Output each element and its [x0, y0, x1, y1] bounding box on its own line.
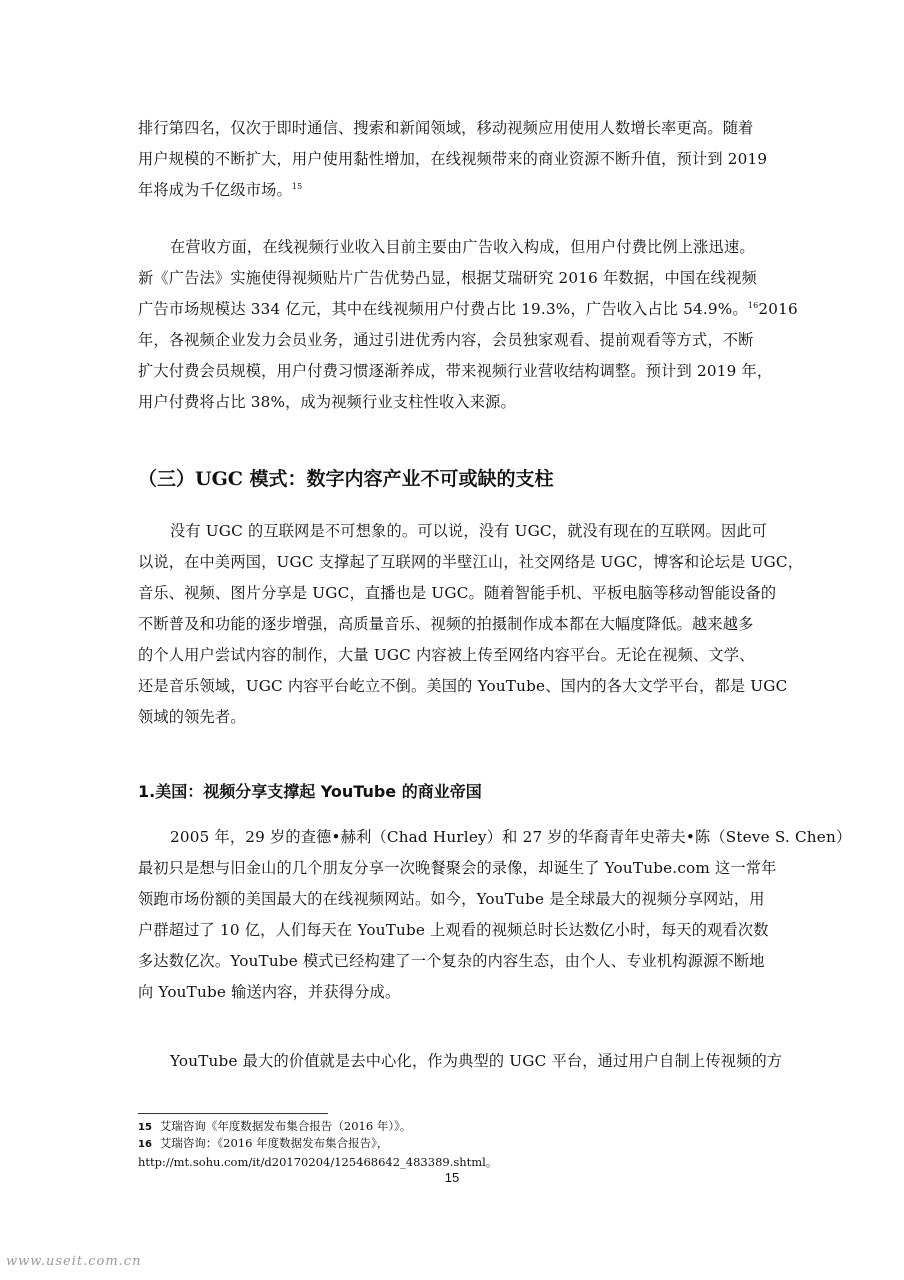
text-line: 最初只是想与旧金山的几个朋友分享一次晚餐聚会的录像，却诞生了 YouTube.com 这一常年: [138, 859, 777, 877]
section-heading: （三）UGC 模式：数字内容产业不可或缺的支柱: [138, 468, 554, 490]
text-line: 新《广告法》实施使得视频贴片广告优势凸显，根据艾瑞研究 2016 年数据，中国在线视频: [138, 269, 757, 287]
subsection-heading: 1.美国：视频分享支撑起 YouTube 的商业帝国: [138, 782, 482, 801]
page-number: 15: [444, 1170, 460, 1185]
text-line: 的个人用户尝试内容的制作，大量 UGC 内容被上传至网络内容平台。无论在视频、文学、: [138, 646, 755, 664]
text-line: YouTube 最大的价值就是去中心化，作为典型的 UGC 平台，通过用户自制上传视频的方: [170, 1052, 783, 1070]
footnote-separator: [138, 1113, 328, 1114]
paragraph-5: [138, 1046, 783, 1077]
text-line: 广告市场规模达 334 亿元，其中在线视频用户付费占比 19.3%，广告收入占比 54.9%。$^{16}$2016: [138, 300, 798, 318]
footnote-ref-15[interactable]: 15: [291, 181, 303, 191]
footnote-link[interactable]: http://mt.sohu.com/it/d20170204/125468642_483389.shtml。: [138, 1155, 498, 1169]
footnote-number: 16: [138, 1139, 152, 1150]
text-line: 用户付费将占比 38%，成为视频行业支柱性收入来源。: [138, 393, 516, 411]
text-line: 向 YouTube 输送内容，并获得分成。: [138, 983, 401, 1001]
text-line: 领域的领先者。: [138, 708, 246, 726]
text-line: 没有 UGC 的互联网是不可想象的。可以说，没有 UGC，就没有现在的互联网。因此可: [170, 522, 768, 540]
paragraph-4: [138, 822, 852, 1008]
watermark: www.useit.com.cn: [6, 1254, 142, 1269]
paragraph-1: [138, 113, 770, 206]
text-line: 年将成为千亿级市场。$^{15}$: [138, 181, 303, 199]
text-line: 2005 年，29 岁的查德•赫利（Chad Hurley）和 27 岁的华裔青年史蒂夫•陈（Steve S. Chen）: [170, 828, 852, 846]
paragraph-3: [138, 516, 804, 733]
text-line: 不断普及和功能的逐步增强，高质量音乐、视频的拍摄制作成本都在大幅度降低。越来越多: [138, 615, 754, 633]
footnote-text: 艾瑞咨询《年度数据发布集合报告（2016 年）》。: [159, 1119, 412, 1133]
text-line: 用户规模的不断扩大，用户使用黏性增加，在线视频带来的商业资源不断升值，预计到 2019: [138, 150, 768, 168]
text-line: 以说，在中美两国，UGC 支撑起了互联网的半壁江山，社交网络是 UGC，博客和论坛是 UGC，: [138, 553, 804, 571]
paragraph-2: [138, 232, 798, 418]
text-line: 音乐、视频、图片分享是 UGC，直播也是 UGC。随着智能手机、平板电脑等移动智能设备的: [138, 584, 777, 602]
text-line: 排行第四名，仅次于即时通信、搜索和新闻领域，移动视频应用使用人数增长率更高。随着: [138, 119, 754, 137]
footnote-16: [138, 1134, 778, 1154]
text-line: 在营收方面，在线视频行业收入目前主要由广告收入构成，但用户付费比例上涨迅速。: [170, 238, 755, 256]
footnote-number: 15: [138, 1122, 152, 1133]
text-line: 还是音乐领域，UGC 内容平台屹立不倒。美国的 YouTube、国内的各大文学平台，都是 UGC: [138, 677, 788, 695]
footnote-text: 艾瑞咨询：《2016 年度数据发布集合报告》，: [159, 1136, 389, 1150]
text-line: 年，各视频企业发力会员业务，通过引进优秀内容，会员独家观看、提前观看等方式，不断: [138, 331, 754, 349]
text-line: 扩大付费会员规模，用户付费习惯逐渐养成，带来视频行业营收结构调整。预计到 2019 年，: [138, 362, 773, 380]
text-line: 领跑市场份额的美国最大的在线视频网站。如今，YouTube 是全球最大的视频分享网站，用: [138, 890, 765, 908]
text-line: 多达数亿次。YouTube 模式已经构建了一个复杂的内容生态，由个人、专业机构源源不断地: [138, 952, 765, 970]
footnote-ref-16[interactable]: 16: [747, 300, 759, 310]
text-line: 户群超过了 10 亿，人们每天在 YouTube 上观看的视频总时长达数亿小时，每天的观看次数: [138, 921, 769, 939]
